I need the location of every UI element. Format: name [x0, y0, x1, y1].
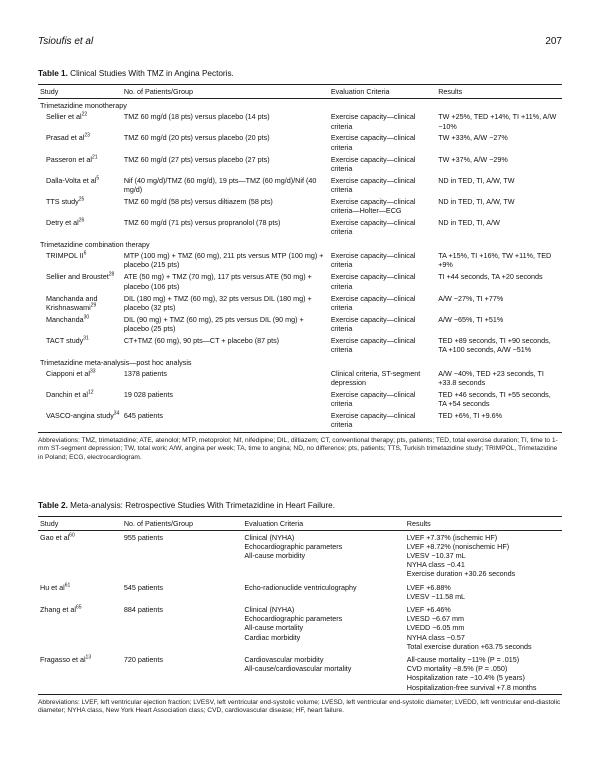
table-row — [38, 271, 562, 292]
patients-cell: TMZ 60 mg/d (27 pts) versus placebo (27 pts) — [123, 154, 270, 164]
reference-number: 33 — [89, 368, 96, 375]
criteria-cell — [242, 604, 404, 654]
table-1-abbreviations: Abbreviations: TMZ, trimetazidine; ATE, atenolol; MTP, metoprolol; Nif, nifedipine; DIL, diltiazem; CT, conventional therapy; pts, patients; TED, total exercise duration; TI, time to 1-mm ST-segment depression; TW, total work; A/W, angina per week; TA, time to angina; ND, no difference; pts, patients; TTS, Turkish trimetazidine study; TRIMPOL, Trimetazidine in Poland; ECG, electrocardiogram. — [38, 436, 558, 461]
reference-number: 29 — [90, 302, 97, 309]
study-cell — [38, 581, 122, 604]
criteria-cell: Exercise capacity—clinical criteria — [330, 154, 416, 173]
patients-cell: MTP (100 mg) + TMZ (60 mg), 211 pts versus MTP (100 mg) + placebo (215 pts) — [123, 251, 324, 270]
patients-cell: TMZ 60 mg/d (18 pts) versus placebo (14 pts) — [123, 112, 270, 122]
criteria-cell: Exercise capacity—clinical criteria — [330, 272, 416, 291]
reference-number: 21 — [91, 154, 98, 161]
patients-cell: 545 patients — [123, 582, 163, 592]
patients-cell: 645 patients — [122, 410, 329, 432]
reference-number: 34 — [113, 410, 120, 417]
reference-number: 61 — [64, 582, 71, 589]
results-cell: A/W −65%, TI +51% — [438, 314, 504, 324]
result-line: LVESD −6.67 mm — [406, 614, 464, 624]
table-section-row — [38, 356, 562, 368]
criteria-line: Echocardiographic parameters — [244, 541, 343, 551]
page-header — [38, 36, 562, 50]
result-line: LVEF +8.72% (nonischemic HF) — [406, 541, 510, 551]
criteria-cell — [242, 531, 404, 581]
table-row — [38, 217, 562, 238]
study-name: Zhang et al — [40, 605, 76, 615]
table-row — [38, 581, 562, 604]
reference-number: 65 — [75, 604, 82, 611]
result-line: LVESV −11.58 mL — [406, 591, 466, 601]
patients-cell: TMZ 60 mg/d (71 pts) versus propranolol (78 pts) — [123, 218, 281, 228]
study-name: Prasad et al — [46, 133, 85, 143]
study-cell — [38, 604, 122, 654]
study-cell — [38, 196, 122, 217]
running-head-author: Tsioufis et al — [38, 36, 94, 47]
study-name: Manchanda and Krishnaswami — [46, 293, 98, 312]
criteria-line: Clinical (NYHA) — [244, 605, 295, 615]
study-name: Manchanda — [46, 314, 84, 324]
study-cell — [38, 531, 122, 581]
study-cell — [38, 174, 122, 195]
result-line: LVEF +6.88% — [406, 582, 451, 592]
study-name: Fragasso et al — [40, 655, 86, 665]
table-row — [38, 604, 562, 654]
table-section-row — [38, 238, 562, 250]
criteria-cell: Exercise capacity—clinical criteria — [330, 389, 416, 409]
reference-number: 6 — [83, 250, 87, 257]
criteria-cell: Exercise capacity—clinical criteria — [330, 175, 416, 195]
criteria-line: All-cause/cardiovascular mortality — [244, 664, 352, 674]
table-row — [38, 531, 562, 581]
study-cell — [38, 111, 122, 132]
study-cell — [38, 271, 122, 292]
patients-cell: 19 028 patients — [123, 389, 173, 399]
results-cell — [405, 581, 562, 604]
criteria-line: Echocardiographic parameters — [244, 614, 343, 624]
result-line: Hospitalization-free survival +7.8 months — [406, 682, 537, 692]
criteria-line: All-cause morbidity — [244, 550, 306, 560]
results-cell: TW +33%, A/W −27% — [438, 133, 508, 143]
study-name: Passeron et al — [46, 154, 92, 164]
reference-number: 30 — [83, 314, 90, 321]
table-row — [38, 334, 562, 355]
patients-cell: TMZ 60 mg/d (58 pts) versus diltiazem (58 pts) — [123, 197, 273, 207]
reference-number: 23 — [84, 133, 90, 140]
column-header: Evaluation Criteria — [329, 85, 436, 99]
criteria-cell: Exercise capacity—clinical criteria — [330, 314, 416, 333]
result-line: LVEDD −6.05 mm — [406, 623, 465, 633]
table-row — [38, 250, 562, 271]
result-line: Exercise duration +30.26 seconds — [406, 568, 516, 578]
table-2-header-row — [38, 517, 562, 531]
results-cell: TED +46 seconds, TI +55 seconds, TA +54 seconds — [438, 389, 551, 409]
column-header: No. of Patients/Group — [122, 517, 243, 531]
reference-number: 5 — [96, 175, 100, 182]
criteria-line: Cardiac morbidity — [244, 632, 301, 642]
criteria-cell: Exercise capacity—clinical criteria — [330, 133, 416, 152]
table-section-row — [38, 99, 562, 111]
criteria-cell: Exercise capacity—clinical criteria — [330, 112, 416, 131]
reference-number: 25 — [78, 196, 85, 203]
patients-cell: CT+TMZ (60 mg), 90 pts—CT + placebo (87 pts) — [123, 335, 280, 345]
table-row — [38, 196, 562, 217]
results-cell: A/W −40%, TED +23 seconds, TI +33.8 seconds — [438, 368, 544, 387]
patients-cell: TMZ 60 mg/d (20 pts) versus placebo (20 pts) — [123, 133, 270, 143]
results-cell: TED +6%, TI +9.6% — [436, 410, 562, 432]
criteria-cell: Clinical criteria, ST-segment depression — [330, 368, 421, 387]
study-cell — [38, 313, 122, 334]
study-cell — [38, 334, 122, 355]
results-cell: ND in TED, TI, A/W, TW — [438, 175, 515, 185]
result-line: Hospitalization rate −10.4% (5 years) — [406, 673, 525, 683]
study-cell — [38, 389, 122, 410]
result-line: Total exercise duration +63.75 seconds — [406, 641, 532, 651]
table-1 — [38, 84, 562, 433]
reference-number: 12 — [87, 389, 94, 396]
page-number: 207 — [545, 36, 562, 47]
section-title: Trimetazidine meta-analysis—post hoc analysis — [40, 357, 192, 367]
study-name: Sellier et al — [46, 112, 82, 122]
table-row — [38, 174, 562, 195]
patients-cell: 955 patients — [123, 532, 163, 542]
result-line: CVD mortality −8.5% (P = .050) — [406, 664, 508, 674]
criteria-line: Echo-radionuclide ventriculography — [244, 582, 357, 592]
table-row — [38, 367, 562, 388]
study-name: Ciapponi et al — [46, 368, 90, 378]
criteria-line: Clinical (NYHA) — [244, 532, 295, 542]
table-2-label: Table 2. — [38, 501, 68, 510]
results-cell: TA +15%, TI +16%, TW +11%, TED +9% — [438, 251, 552, 270]
table-1-body — [38, 99, 562, 432]
column-header: Evaluation Criteria — [242, 517, 404, 531]
table-row — [38, 292, 562, 313]
table-2-abbreviations: Abbreviations: LVEF, left ventricular ejection fraction; LVESV, left ventricular end-systolic volume; LVESD, left ventricular end-systolic diameter; LVEDD, left ventricular end-diastolic diameter; NYHA class, New York Heart Association class; CVD, cardiovascular disease; HF, heart failure. — [38, 698, 561, 715]
results-cell: TW +37%, A/W −29% — [438, 154, 508, 164]
study-name: VASCO-angina study — [46, 411, 114, 421]
results-cell: TW +25%, TED +14%, TI +11%, A/W −10% — [438, 112, 557, 131]
table-row — [38, 389, 562, 410]
result-line: All-cause mortality −11% (P = .015) — [406, 655, 520, 665]
result-line: LVEF +7.37% (ischemic HF) — [406, 532, 498, 542]
column-header: Results — [436, 85, 562, 99]
criteria-cell — [242, 581, 404, 604]
study-name: TRIMPOL II — [46, 251, 84, 261]
result-line: NYHA class −0.41 — [406, 559, 465, 569]
criteria-cell: Exercise capacity—clinical criteria — [329, 410, 436, 432]
criteria-line: Cardiovascular morbidity — [244, 655, 324, 665]
reference-number: 28 — [108, 271, 115, 278]
study-cell — [38, 292, 122, 313]
table-2-title: Meta-analysis: Retrospective Studies With Trimetazidine in Heart Failure. — [67, 501, 335, 510]
study-cell — [38, 410, 122, 432]
results-cell: ND in TED, TI, A/W — [438, 218, 500, 228]
study-name: Detry et al — [46, 218, 79, 228]
table-row — [38, 111, 562, 132]
reference-number: 13 — [85, 654, 92, 661]
criteria-cell: Exercise capacity—clinical criteria — [330, 218, 416, 237]
result-line: NYHA class −0.57 — [406, 632, 465, 642]
study-name: Hu et al — [40, 582, 65, 592]
criteria-cell: Exercise capacity—clinical criteria — [330, 335, 416, 355]
study-name: TTS study — [46, 197, 79, 207]
patients-cell: 884 patients — [123, 605, 163, 615]
table-2-block — [38, 500, 562, 716]
table-1-label: Table 1. — [38, 69, 68, 78]
column-header: No. of Patients/Group — [122, 85, 329, 99]
column-header: Results — [405, 517, 562, 531]
reference-number: 22 — [81, 111, 88, 118]
section-title: Trimetazidine monotherapy — [40, 101, 127, 111]
result-line: LVEF +6.46% — [406, 605, 451, 615]
patients-cell: 1378 patients — [123, 368, 167, 378]
patients-cell: DIL (180 mg) + TMZ (60 mg), 32 pts versus DIL (180 mg) + placebo (32 pts) — [123, 293, 312, 312]
criteria-cell: Exercise capacity—clinical criteria — [330, 293, 416, 312]
patients-cell: 720 patients — [122, 654, 243, 694]
results-cell: A/W −27%, TI +77% — [438, 293, 504, 303]
reference-number: 26 — [78, 217, 85, 224]
result-line: LVESV −10.37 mL — [406, 550, 466, 560]
reference-number: 60 — [69, 532, 75, 539]
study-name: TACT study — [46, 335, 84, 345]
table-1-block — [38, 68, 562, 462]
table-row — [38, 153, 562, 174]
results-cell — [405, 654, 562, 694]
results-cell: ND in TED, TI, A/W, TW — [438, 197, 515, 207]
study-name: Sellier and Broustet — [46, 272, 109, 282]
study-name: Gao et al — [40, 532, 70, 542]
table-2 — [38, 516, 562, 695]
study-cell — [38, 250, 122, 271]
table-row — [38, 654, 562, 694]
study-cell — [38, 654, 122, 694]
table-row — [38, 313, 562, 334]
column-header: Study — [38, 85, 122, 99]
patients-cell: Nif (40 mg/d)/TMZ (60 mg/d), 19 pts—TMZ (60 mg/d)/Nif (40 mg/d) — [123, 175, 317, 195]
table-1-title: Clinical Studies With TMZ in Angina Pectoris. — [67, 69, 234, 78]
table-row — [38, 132, 562, 153]
study-name: Dalla-Volta et al — [46, 175, 97, 185]
patients-cell: DIL (90 mg) + TMZ (60 mg), 25 pts versus DIL (90 mg) + placebo (25 pts) — [123, 314, 304, 333]
study-cell — [38, 153, 122, 174]
section-title: Trimetazidine combination therapy — [40, 240, 150, 250]
table-1-header-row — [38, 85, 562, 99]
table-1-caption — [38, 68, 562, 79]
table-row — [38, 410, 562, 432]
results-cell: TI +44 seconds, TA +20 seconds — [438, 272, 543, 282]
criteria-line: All-cause mortality — [244, 623, 304, 633]
patients-cell: ATE (50 mg) + TMZ (70 mg), 117 pts versus ATE (50 mg) + placebo (106 pts) — [123, 272, 312, 291]
criteria-cell: Exercise capacity—clinical criteria—Holter—ECG — [330, 197, 416, 216]
results-cell — [405, 531, 562, 581]
criteria-cell: Exercise capacity—clinical criteria — [330, 251, 416, 270]
results-cell — [405, 604, 562, 654]
study-cell — [38, 367, 122, 388]
results-cell: TED +89 seconds, TI +90 seconds, TA +100 seconds, A/W −51% — [438, 335, 551, 355]
table-2-body — [38, 531, 562, 695]
reference-number: 31 — [83, 335, 89, 342]
study-cell — [38, 132, 122, 153]
table-2-caption — [38, 500, 562, 511]
column-header: Study — [38, 517, 122, 531]
study-cell — [38, 217, 122, 238]
criteria-cell — [242, 654, 404, 694]
study-name: Danchin et al — [46, 389, 88, 399]
